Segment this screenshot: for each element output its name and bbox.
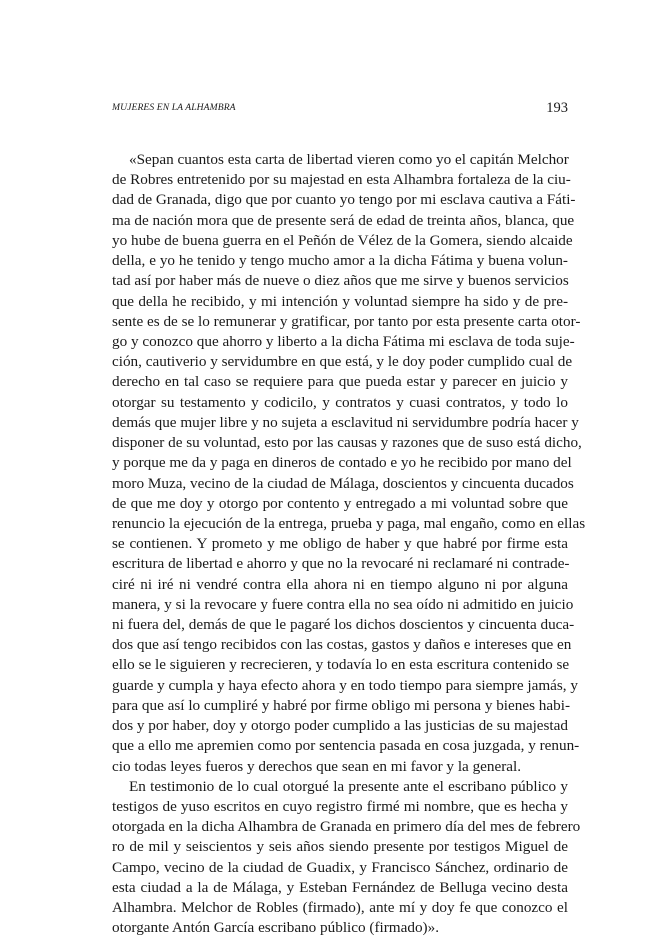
text-line: ma de nación mora que de presente será de edad de treinta años, blanca, que <box>112 211 575 229</box>
text-line: testigos de yuso escritos en cuyo registro firmé mi nombre, que es hecha y <box>112 798 568 815</box>
text-line: derecho en tal caso se requiere para que pueda estar y parecer en juicio y <box>112 373 568 391</box>
text-line: otorgada en la dicha Alhambra de Granada en primero día del mes de febrero <box>112 818 581 836</box>
text-line: esta ciudad a la de Málaga, y Esteban Fernández de Belluga vecino desta <box>112 878 568 896</box>
text-line: demás que mujer libre y no sujeta a esclavitud ni servidumbre podría hacer y <box>112 413 579 431</box>
text-line: cio todas leyes fueros y derechos que sean en mi favor y la general. <box>112 757 522 775</box>
text-line: escritura de libertad e ahorro y que no la revocaré ni reclamaré ni contrade- <box>112 555 570 573</box>
text-line: ni fuera del, demás de que le pagaré los dichos doscientos y cincuenta duca- <box>112 616 575 634</box>
text-line: dos que así tengo recibidos con las costas, gastos y daños e intereses que en <box>112 636 572 654</box>
text-line: ción, cautiverio y servidumbre en que está, y le doy poder cumplido cual de <box>112 353 573 371</box>
text-line: «Sepan cuantos esta carta de libertad vieren como yo el capitán Melchor <box>129 151 569 168</box>
text-line: moro Muza, vecino de la ciudad de Málaga, doscientos y cincuenta ducados <box>112 474 574 492</box>
text-line: de Robres entretenido por su majestad en esta Alhambra fortaleza de la ciu- <box>112 171 571 189</box>
text-line: della, e yo he tenido y tengo mucho amor a la dicha Fátima y buena volun- <box>112 252 568 270</box>
text-line: dos y por haber, doy y otorgo poder cumplido a las justicias de su majestad <box>112 717 568 735</box>
paragraph <box>112 150 586 777</box>
page-number: 193 <box>546 100 568 116</box>
text-line: que a ello me apremien como por sentencia pasada en cosa juzgada, y renun- <box>112 737 580 755</box>
text-line: sente es de se lo remunerar y gratificar, por tanto por esta presente carta otor- <box>112 312 581 330</box>
text-line: que della he recibido, y mi intención y voluntad siempre ha sido y de pre- <box>112 292 568 310</box>
text-line: yo hube de buena guerra en el Peñón de Vélez de la Gomera, siendo alcaide <box>112 231 573 249</box>
text-line: renuncio la ejecución de la entrega, prueba y paga, mal engaño, como en ellas <box>112 514 586 532</box>
text-line: para que así lo cumpliré y habré por firme obligo mi persona y bienes habi- <box>112 696 571 714</box>
text-line: ro de mil y seiscientos y seis años siendo presente por testigos Miguel de <box>112 838 568 856</box>
text-line: dad de Granada, digo que por cuanto yo tengo por mi esclava cautiva a Fáti- <box>112 191 576 209</box>
text-line: Alhambra. Melchor de Robles (firmado), ante mí y doy fe que conozco el <box>112 899 568 917</box>
text-line: ciré ni iré ni vendré contra ella ahora ni en tiempo alguno ni por alguna <box>112 575 568 593</box>
text-line: se contienen. Y prometo y me obligo de haber y que habré por firme esta <box>112 535 568 553</box>
text-line: de que me doy y otorgo por contento y entregado a mi voluntad sobre que <box>112 494 568 512</box>
text-line: otorgante Antón García escribano público (firmado)». <box>112 919 439 937</box>
text-line: Campo, vecino de la ciudad de Guadix, y Francisco Sánchez, ordinario de <box>112 858 568 876</box>
text-line: otorgar su testamento y codicilo, y contratos y cuasi contratos, y todo lo <box>112 393 568 411</box>
paragraph <box>112 777 581 939</box>
text-line: go y conozco que ahorro y liberto a la dicha Fátima mi esclava de toda suje- <box>112 332 575 350</box>
text-line: manera, y si la revocare y fuere contra ella no sea oído ni admitido en juicio <box>112 595 574 613</box>
text-line: guarde y cumpla y haya efecto ahora y en todo tiempo para siempre jamás, y <box>112 676 578 694</box>
running-header <box>112 100 568 116</box>
text-line: disponer de su voluntad, esto por las causas y razones que de suso está dicho, <box>112 434 582 452</box>
text-line: tad así por haber más de nueve o diez años que me sirve y buenos servicios <box>112 272 569 290</box>
text-line: y porque me da y paga en dineros de contado e yo he recibido por mano del <box>112 454 572 472</box>
running-title: MUJERES EN LA ALHAMBRA <box>112 102 236 113</box>
text-line: En testimonio de lo cual otorgué la presente ante el escribano público y <box>129 777 568 795</box>
body-text <box>112 150 586 939</box>
text-line: ello se le siguieren y recrecieren, y todavía lo en esta escritura contenido se <box>112 656 570 674</box>
